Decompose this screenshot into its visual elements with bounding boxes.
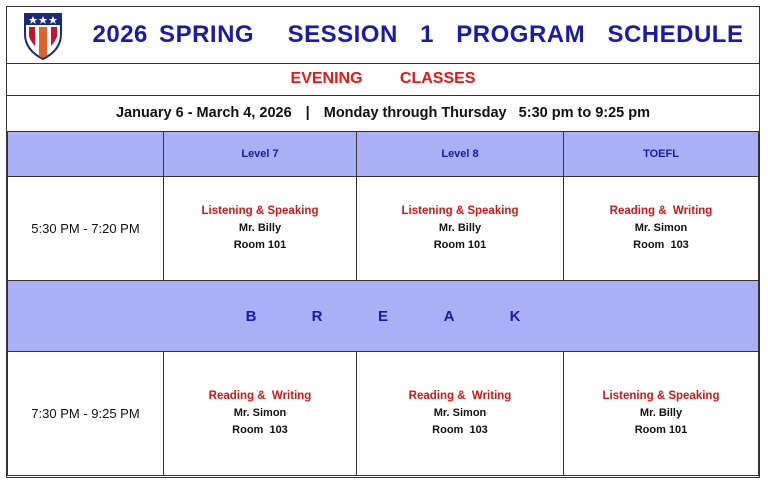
room-number: Room 103 bbox=[432, 424, 488, 436]
column-header-level-8: Level 8 bbox=[357, 132, 564, 177]
date-line bbox=[7, 96, 759, 130]
time-slot: 5:30 PM - 7:20 PM bbox=[8, 177, 164, 281]
class-cell bbox=[164, 177, 357, 281]
table-row bbox=[8, 352, 759, 476]
break-letter: R bbox=[311, 307, 323, 325]
schedule-frame bbox=[6, 6, 760, 478]
break-letter: A bbox=[443, 307, 455, 325]
room-number: Room 101 bbox=[433, 239, 487, 251]
column-header-toefl: TOEFL bbox=[564, 132, 759, 177]
date-row bbox=[7, 95, 759, 131]
teacher-name: Mr. Simon bbox=[634, 222, 688, 234]
table-row bbox=[8, 177, 759, 281]
teacher-name: Mr. Billy bbox=[438, 222, 482, 234]
class-cell bbox=[357, 177, 564, 281]
teacher-name: Mr. Billy bbox=[639, 407, 683, 419]
class-name: Reading & Writing bbox=[609, 205, 713, 217]
schedule-table bbox=[7, 131, 759, 476]
room-number: Room 103 bbox=[232, 424, 288, 436]
break-row bbox=[8, 281, 759, 352]
class-name: Listening & Speaking bbox=[401, 205, 519, 217]
class-name: Reading & Writing bbox=[408, 390, 512, 402]
page-title: 2026 SPRING SESSION 1 PROGRAM SCHEDULE bbox=[92, 21, 744, 48]
class-cell bbox=[357, 352, 564, 476]
class-name: Reading & Writing bbox=[208, 390, 312, 402]
teacher-name: Mr. Simon bbox=[233, 407, 287, 419]
class-cell bbox=[564, 177, 759, 281]
break-letter: E bbox=[377, 307, 388, 325]
teacher-name: Mr. Billy bbox=[238, 222, 282, 234]
break-letter: K bbox=[509, 307, 521, 325]
subtitle-row bbox=[7, 63, 759, 95]
break-cell bbox=[8, 281, 759, 352]
column-header-empty bbox=[8, 132, 164, 177]
break-label bbox=[8, 308, 758, 325]
subtitle: EVENING CLASSES bbox=[290, 70, 476, 87]
teacher-name: Mr. Simon bbox=[433, 407, 487, 419]
date-range: January 6 - March 4, 2026 bbox=[115, 105, 292, 121]
room-number: Room 101 bbox=[233, 239, 287, 251]
time-slot: 7:30 PM - 9:25 PM bbox=[8, 352, 164, 476]
class-cell bbox=[564, 352, 759, 476]
header-row bbox=[8, 132, 759, 177]
class-cell bbox=[164, 352, 357, 476]
class-name: Listening & Speaking bbox=[602, 390, 720, 402]
break-letter: B bbox=[245, 307, 257, 325]
room-number: Room 101 bbox=[634, 424, 688, 436]
date-separator: | bbox=[305, 105, 310, 121]
title-row bbox=[7, 7, 759, 63]
days-hours: Monday through Thursday 5:30 pm to 9:25 pm bbox=[323, 105, 651, 121]
column-header-level-7: Level 7 bbox=[164, 132, 357, 177]
shield-stars-logo-icon bbox=[21, 12, 65, 60]
class-name: Listening & Speaking bbox=[201, 205, 319, 217]
room-number: Room 103 bbox=[633, 239, 689, 251]
